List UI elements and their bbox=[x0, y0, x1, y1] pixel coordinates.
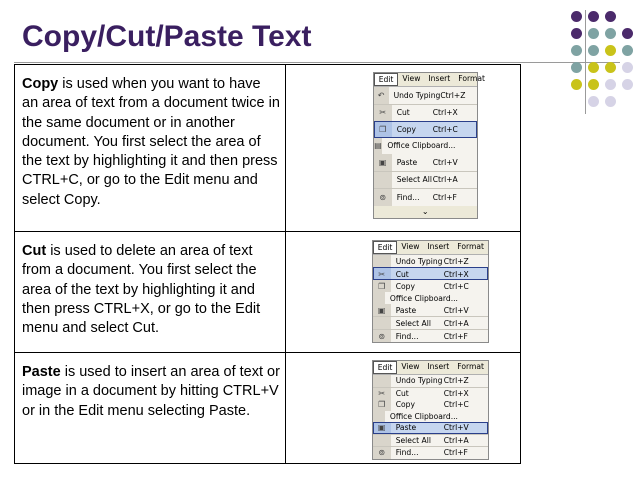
table-row-cut bbox=[15, 232, 521, 353]
decorative-dot-grid bbox=[567, 8, 637, 108]
menu-view[interactable]: View bbox=[402, 74, 421, 83]
copy-screenshot-cell bbox=[285, 65, 520, 232]
menu-item-cut[interactable]: ✂ Cut Ctrl+X bbox=[373, 267, 488, 280]
scissors-icon: ✂ bbox=[373, 388, 391, 400]
menu-insert[interactable]: Insert bbox=[428, 74, 451, 83]
edit-menu-copy bbox=[373, 72, 485, 219]
menu-item-office-clipboard[interactable]: Office Clipboard... bbox=[373, 292, 488, 304]
dot bbox=[605, 79, 616, 90]
menu-format[interactable]: Format bbox=[457, 242, 484, 251]
dot bbox=[571, 28, 582, 39]
dot bbox=[571, 79, 582, 90]
copy-icon: ❐ bbox=[373, 399, 391, 411]
menu-item-find[interactable]: ⊚ Find... Ctrl+F bbox=[373, 329, 488, 342]
undo-icon: ↶ bbox=[374, 87, 389, 104]
edit-menu-paste bbox=[372, 360, 489, 460]
menu-item-undo[interactable]: Undo Typing Ctrl+Z bbox=[373, 255, 488, 267]
menu-item-office-clipboard[interactable]: Office Clipboard... bbox=[373, 411, 488, 423]
menu-item-find[interactable]: ⊚ Find... Ctrl+F bbox=[374, 188, 477, 206]
menu-bar bbox=[374, 73, 485, 87]
menu-item-copy[interactable]: ❐ Copy Ctrl+C bbox=[374, 121, 477, 138]
copy-text: is used when you want to have an area of text from a document twice in the same document or in another document. You first select the area of the text by highlighting it and then press CTRL+C, or go to the Edit menu and select Copy. bbox=[22, 76, 280, 208]
dot bbox=[588, 11, 599, 22]
menu-view[interactable]: View bbox=[401, 242, 420, 251]
table-row-copy bbox=[15, 65, 521, 232]
content-table bbox=[14, 64, 521, 464]
paste-description bbox=[15, 353, 286, 464]
copy-description bbox=[15, 65, 286, 232]
page-title: Copy/Cut/Paste Text bbox=[22, 20, 312, 53]
menu-item-copy[interactable]: ❐ Copy Ctrl+C bbox=[373, 399, 488, 411]
undo-icon bbox=[373, 255, 391, 267]
dot bbox=[605, 96, 616, 107]
menu-item-office-clipboard[interactable]: ▤ Office Clipboard... bbox=[374, 138, 477, 155]
menu-item-find[interactable]: ⊚ Find... Ctrl+F bbox=[373, 446, 488, 459]
menu-bar bbox=[373, 361, 488, 375]
menu-format[interactable]: Format bbox=[458, 74, 485, 83]
paste-icon: ▣ bbox=[374, 154, 392, 171]
dot bbox=[622, 28, 633, 39]
dot bbox=[588, 45, 599, 56]
menu-item-cut[interactable]: ✂ Cut Ctrl+X bbox=[374, 104, 477, 122]
menu-item-paste[interactable]: ▣ Paste Ctrl+V bbox=[374, 154, 477, 171]
menu-item-paste[interactable]: ▣ Paste Ctrl+V bbox=[373, 422, 488, 434]
menu-edit[interactable]: Edit bbox=[373, 241, 398, 254]
menu-edit[interactable]: Edit bbox=[373, 361, 398, 374]
undo-icon bbox=[373, 375, 391, 387]
binoculars-icon: ⊚ bbox=[374, 189, 392, 206]
copy-icon: ❐ bbox=[373, 280, 391, 292]
dot bbox=[605, 45, 616, 56]
dot bbox=[588, 79, 599, 90]
dot bbox=[622, 62, 633, 73]
term-paste: Paste bbox=[22, 364, 61, 380]
dot bbox=[571, 11, 582, 22]
menu-edit[interactable]: Edit bbox=[374, 73, 399, 86]
menu-item-paste[interactable]: ▣ Paste Ctrl+V bbox=[373, 304, 488, 316]
menu-item-undo[interactable]: ↶ Undo Typing Ctrl+Z bbox=[374, 87, 477, 104]
dot bbox=[605, 62, 616, 73]
clipboard-icon bbox=[373, 292, 385, 304]
clipboard-icon bbox=[373, 411, 385, 423]
clipboard-icon: ▤ bbox=[374, 138, 383, 155]
cut-description bbox=[15, 232, 286, 353]
paste-icon: ▣ bbox=[373, 422, 391, 434]
scissors-icon: ✂ bbox=[374, 105, 392, 122]
menu-bar bbox=[373, 241, 488, 255]
dot bbox=[605, 11, 616, 22]
menu-insert[interactable]: Insert bbox=[427, 362, 450, 371]
decorative-horizontal-line bbox=[14, 62, 620, 63]
menu-item-select-all[interactable]: Select All Ctrl+A bbox=[373, 434, 488, 447]
dot bbox=[622, 45, 633, 56]
dot bbox=[622, 79, 633, 90]
paste-icon: ▣ bbox=[373, 304, 391, 316]
menu-item-cut[interactable]: ✂ Cut Ctrl+X bbox=[373, 387, 488, 400]
paste-screenshot-cell bbox=[285, 353, 520, 464]
edit-menu-cut bbox=[372, 240, 489, 343]
menu-item-select-all[interactable]: Select All Ctrl+A bbox=[374, 171, 477, 189]
menu-format[interactable]: Format bbox=[457, 362, 484, 371]
copy-icon: ❐ bbox=[374, 121, 392, 138]
dot bbox=[588, 62, 599, 73]
binoculars-icon: ⊚ bbox=[373, 330, 391, 342]
term-copy: Copy bbox=[22, 76, 59, 92]
table-row-paste bbox=[15, 353, 521, 464]
cut-screenshot-cell bbox=[285, 232, 520, 353]
expand-chevron-icon[interactable]: ⌄ bbox=[374, 206, 477, 218]
binoculars-icon: ⊚ bbox=[373, 447, 391, 459]
dot bbox=[605, 28, 616, 39]
paste-text: is used to insert an area of text or image in a document by hitting CTRL+V or in the Edit menu selecting Paste. bbox=[22, 364, 280, 419]
menu-item-undo[interactable]: Undo Typing Ctrl+Z bbox=[373, 375, 488, 387]
dot bbox=[588, 96, 599, 107]
dot bbox=[571, 45, 582, 56]
cut-text: is used to delete an area of text from a document. You first select the area of the text by highlighting it and then press CTRL+X, or go to the Edit menu and select Cut. bbox=[22, 243, 261, 337]
dot bbox=[571, 62, 582, 73]
menu-item-select-all[interactable]: Select All Ctrl+A bbox=[373, 316, 488, 329]
menu-insert[interactable]: Insert bbox=[427, 242, 450, 251]
menu-view[interactable]: View bbox=[401, 362, 420, 371]
term-cut: Cut bbox=[22, 243, 47, 259]
scissors-icon: ✂ bbox=[373, 268, 391, 280]
dot bbox=[588, 28, 599, 39]
menu-item-copy[interactable]: ❐ Copy Ctrl+C bbox=[373, 280, 488, 292]
